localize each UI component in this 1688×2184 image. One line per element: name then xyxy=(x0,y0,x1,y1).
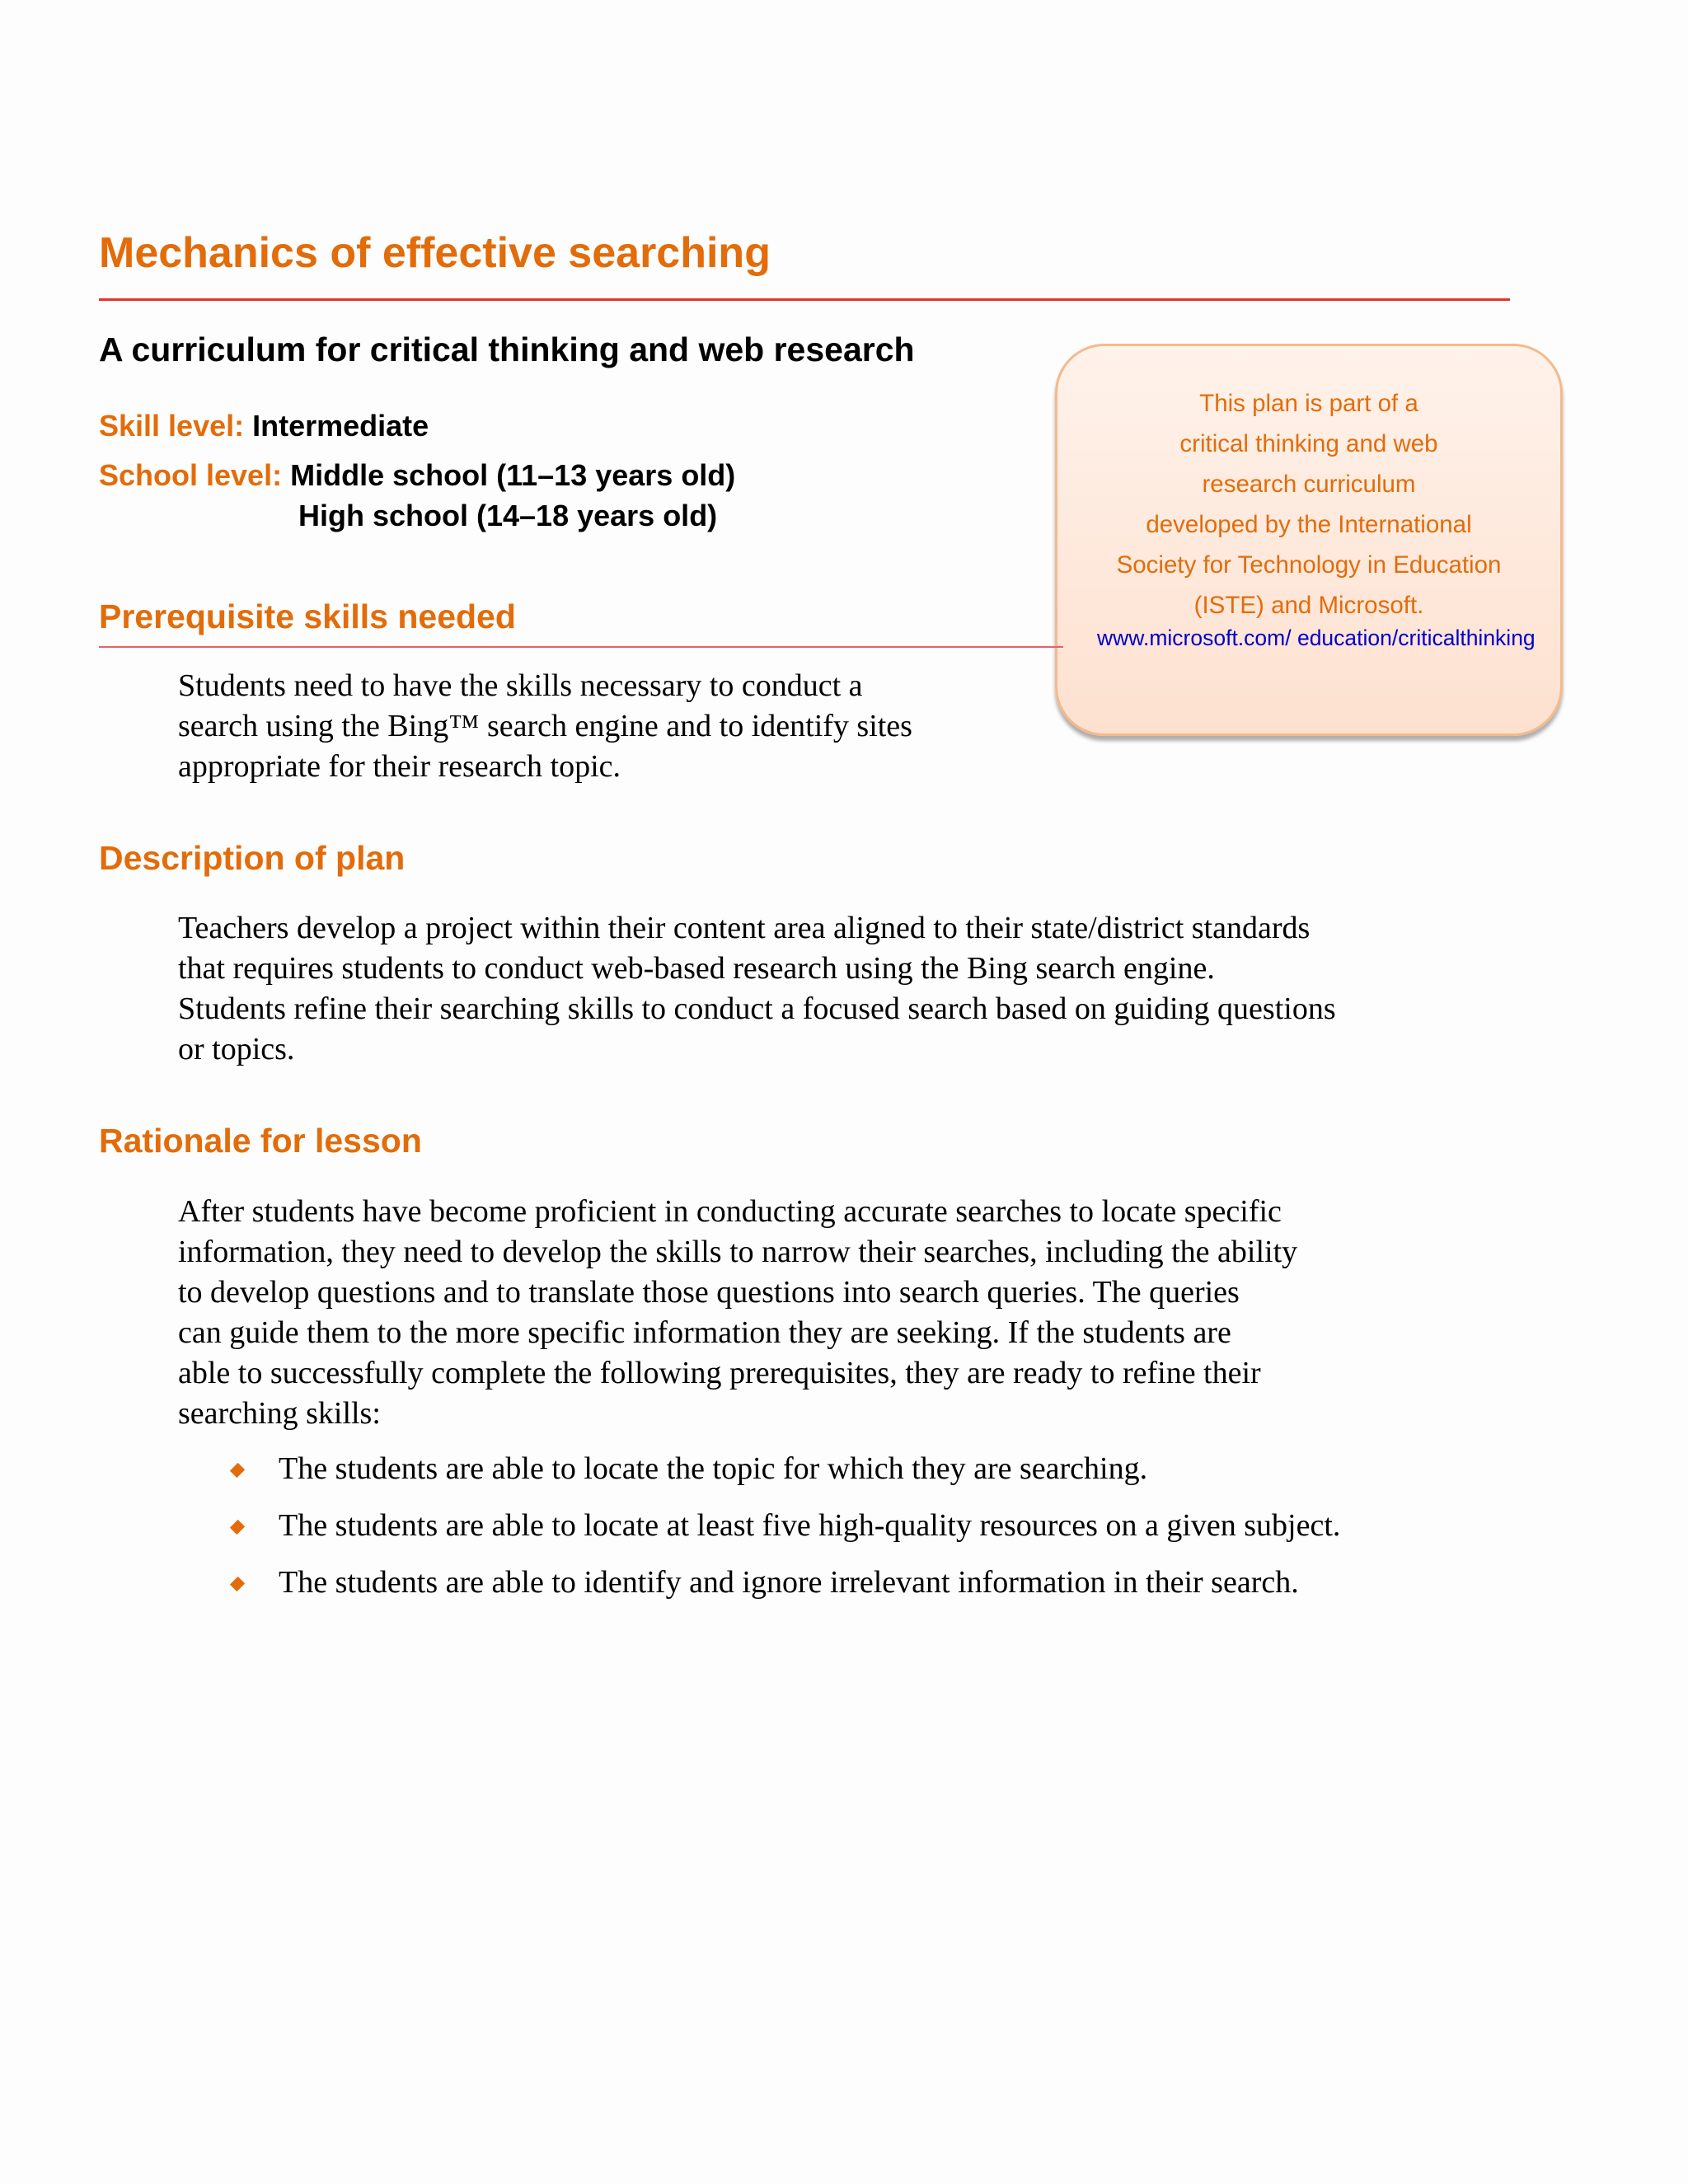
bullet-text: The students are able to locate the topic for which they are searching. xyxy=(279,1451,1148,1486)
skill-level-line xyxy=(99,408,429,443)
school-level-value-middle: Middle school (11–13 years old) xyxy=(290,458,736,492)
section-heading-rationale: Rationale for lesson xyxy=(99,1122,422,1160)
skill-level-value: Intermediate xyxy=(252,409,429,443)
school-level-label: School level: xyxy=(99,458,283,492)
section-divider xyxy=(99,646,1063,648)
page-title: Mechanics of effective searching xyxy=(99,229,771,277)
diamond-bullet-icon xyxy=(230,1520,245,1535)
page-subtitle: A curriculum for critical thinking and web research xyxy=(99,330,915,368)
bullet-text: The students are able to locate at least five high-quality resources on a given subject. xyxy=(279,1508,1341,1543)
bullet-text: The students are able to identify and ignore irrelevant information in their search. xyxy=(279,1565,1299,1600)
description-body: Teachers develop a project within their content area aligned to their state/district standards that requires students to conduct web-based research using the Bing search engine. Students refine their searching skills to conduct a focused search based on guiding questions or topics. xyxy=(178,911,1336,1066)
prerequisites-body: Students need to have the skills necessary to conduct a search using the Bing™ search engine and to identify sites appropriate for their research topic. xyxy=(178,668,912,784)
list-item xyxy=(231,1563,1340,1619)
diamond-bullet-icon xyxy=(230,1463,245,1478)
skill-level-label: Skill level: xyxy=(99,409,245,443)
rationale-body: After students have become proficient in conducting accurate searches to locate specific information, they need to develop the skills to narrow their searches, including the ability to develop questions and to translate those questions into search queries. The queries can guide them to the more specific information they are seeking. If the students are able to successfully complete the following prerequisites, they are ready to refine their searching skills: xyxy=(178,1194,1298,1431)
callout-text: This plan is part of a critical thinking and web research curriculum developed by the International Society for Technology in Education (ISTE) and Microsoft. xyxy=(1116,390,1502,619)
section-heading-prerequisites: Prerequisite skills needed xyxy=(99,598,516,635)
rationale-bullet-list xyxy=(231,1449,1340,1619)
list-item xyxy=(231,1506,1340,1563)
school-level-line xyxy=(99,457,735,493)
diamond-bullet-icon xyxy=(230,1577,245,1591)
title-divider xyxy=(99,298,1510,301)
callout-link[interactable]: www.microsoft.com/ education/criticalthinking xyxy=(1097,626,1536,650)
list-item xyxy=(231,1449,1340,1506)
curriculum-callout xyxy=(1055,344,1563,736)
school-level-line-2 xyxy=(298,498,717,533)
section-heading-description: Description of plan xyxy=(99,839,406,877)
school-level-value-high: High school (14–18 years old) xyxy=(298,499,718,532)
